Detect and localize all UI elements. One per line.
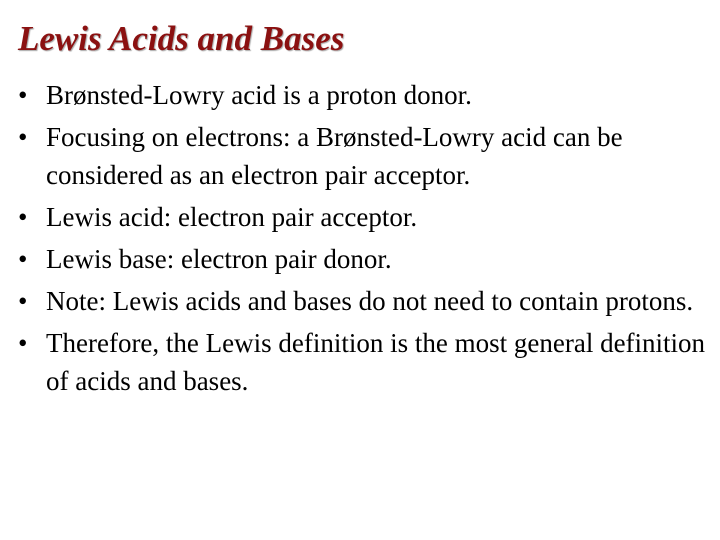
bullet-icon: •: [18, 286, 28, 316]
bullet-icon: •: [18, 202, 28, 232]
bullet-item: [18, 240, 708, 278]
bullet-item: [18, 118, 708, 194]
bullet-text: Brønsted-Lowry acid is a proton donor.: [46, 80, 472, 110]
bullet-item: [18, 324, 708, 400]
bullet-text: Lewis base: electron pair donor.: [46, 244, 392, 274]
bullet-item: [18, 282, 708, 320]
bullet-icon: •: [18, 122, 28, 152]
bullet-text: Focusing on electrons: a Brønsted-Lowry acid can be considered as an electron pair acceptor.: [46, 122, 623, 190]
bullet-list: [18, 76, 708, 404]
bullet-text: Lewis acid: electron pair acceptor.: [46, 202, 418, 232]
bullet-item: [18, 198, 708, 236]
bullet-icon: •: [18, 80, 28, 110]
bullet-icon: •: [18, 244, 28, 274]
bullet-text: Note: Lewis acids and bases do not need to contain protons.: [46, 286, 694, 316]
bullet-text: Therefore, the Lewis definition is the most general definition of acids and bases.: [46, 328, 706, 396]
bullet-item: [18, 76, 708, 114]
slide-title: Lewis Acids and Bases: [18, 19, 345, 58]
bullet-icon: •: [18, 328, 28, 358]
